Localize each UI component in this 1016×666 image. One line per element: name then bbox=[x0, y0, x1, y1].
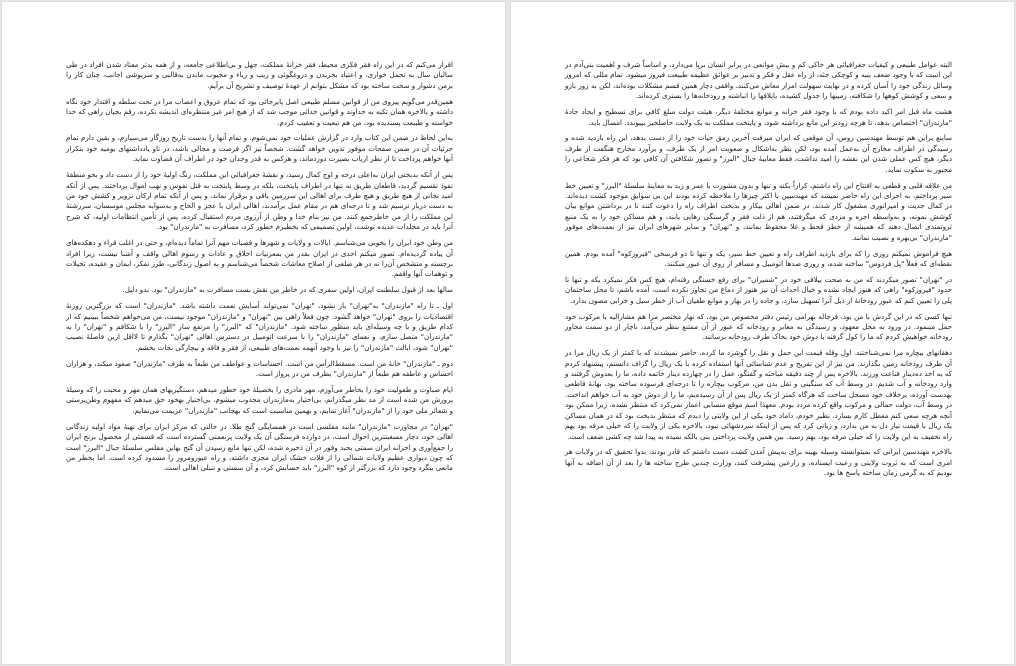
text-column bbox=[66, 60, 453, 644]
paragraph: اقرار می‌کنم که در این راه فقر فکری محیط، فقر خزانهٔ مملکت، جهل و بی‌اطلاعی جامعه، و از همه بدتر معتاد شدن افراد در طی سالیان سال به تحمل خواری، و اعتیاد بخزیدن و دروغگوئی و ریب و ریاء و مجبوب ماندن به‌قالبی و سرپوشی اجانب، چنان کار را برمن دشوار و سخت ساخته بود که مشکل بتوانم از عهدهٔ توصیف و تشریح آن برآیم. bbox=[66, 60, 453, 90]
page-left bbox=[2, 2, 505, 664]
page-right bbox=[511, 2, 1014, 664]
paragraph: دوم ـ "مازندران" خانهٔ من است. مسقط‌الرأس من است. احساسات و عواطف من طبعاً به طرف "مازندران" صعود میکند، و هزاران احساس و عاطفه هم طبعاً از "مازندران" بطرف من در پرواز است. bbox=[66, 358, 453, 379]
paragraph: به‌این لحاظ در ضمن این کتاب وارد در گزارش عملیات خود نمی‌شوم، و تمام آنها را بدست تاریخ روزگار می‌سپارم، و یقین دارم تمام جزئیات آن در ضمن صفحات موفور تدوین خواهد گشت. شخصاً نیز اگر فرصت و مجالی باشد، در تاو یادداشتهای یومیه خود بتکرار آنها خواهم پرداخت تا از نظر ارباب بصیرت دوردماند، و هرکس به قدر وجدان خود در اطراف آن قضاوت نماید. bbox=[66, 133, 453, 164]
paragraph: تنها کسی که در این گردش با من بود، فرجاله بهرامی رئیس دفتر مخصوص من بود، که نهار مختصر مرا هم مشارالیه با مرکوب خود حمل مینمود. در ورود به محل معهود، و رسیدگی به معابر و رودخانه که عبور از آن ممتنع بنظر می‌آمد، ناچار از دو سمت مجاور رودخانه خواهیش کردم که ما را کول گرفته با دوش خود بخاک طرف رودخانه برسانند. bbox=[565, 311, 952, 342]
paragraph: در "تهران" تصور میکردند که من به صحت بیلاقی خود در "شمیران" برای رفع خستگی رفته‌ام، هیچ کس فکر نمیکرد یکه و تنها تا حدود "فیروزکوه" راهی که هنوز ایجاد نشده و خیال احداث آن نیز هنوز از دماغ من تجاوز نکرده است، آمده باشم، تا محل ساختمان پلی را تعیین کنم که عبور رودخانهٔ از ذیل آنرا تسهیل سازد، و جاده را در بهار و موانع طغیان آب از خطر سیل و خرابی مصون بدارد. bbox=[565, 274, 952, 305]
paragraph: اول ـ تا راه "مازندران" به"تهران" باز نشود، "تهران" نمی‌تواند آسایش نعمت داشته باشد. "مازندران" است که بزرگترین روزنهٔ اقتصادیات را بروی "تهران" خواهد گشود. چون فعلاً راهی بین "تهران" و "مازندران" موجود نیست، من می‌خواهم شخصاً ببینیم که از کدام طریق و با چه وسیله‌ای باید منظور ساخته شود. "مازندران" که "البرز" را مرتفع ساز "البرز" را با شکافم و "تهران" را به "مازندران" متصل سازم، و نعمای "مازندران" را با سرعت اتومبیل در دسترس اهالی "تهران" بگذارم تا لااقل ازین فاصلهٔ نصیب "تهران" شود، ایالت "مازندران" را نیز با وجود آنهمه نعمت‌های طبیعی، از فقر و فاقه و بیچارگی نجات بخشم. bbox=[66, 301, 453, 352]
paragraph: دهقانهای بیچاره مرا نمی‌شناختند. اول وقله قیمت این حمل و نقل را گوشزد ما کرده، حاضر نمیشدند که با کمتر از یک ریال مرا در آن طرف رودخانه زمین بگذارند. من نیز از این تفریح و عدم شناسائی آنها استفاده کرده با یک ریال را گزاف دانستم، پیشنهاد کردم که به اخذ ده‌دینار قناعت ورزند. بالاخره پس از چند دقیقه مباحثه و گفتگو، عمل را در چهارده دینار خاتمه داده، ما را بعدوش گرفتند و وارد رودخانه و آب شدیم. در وسط آب که سنگینی و ثقل بدن من، مرکوب بیچاره را تا درجه‌ای فرسوده ساخته بود، بهانهٔ قاطعی بهدست آورده، برخلاف خود مسجل ساخت که هرگاه کمتر از یک ریال پس از آن رسیده‌یم، ما را از دوش خود به آب خواهم انداخت. در وسط آب، دولت حمالی و مرکوب واقع کرده مردد بودم. معهذا اسم موقع منسابی اعمار نمی‌کرد که منتظر نشده، زیرا ممکن بود آنچه هرچه سعی کنم معطل کارم بسازد. نظیر خودم، داماد خود یکی از این ولایتی را دیدم که منتظر بدبخت بود که در همان مساکن یک ریال با قیمت نیاز دل به من بدارد، و زبانی کرد که پس از اینکه سردشهائی نبود، بالاخره یکی از ولایت را که خیلی مرفه بود بهم راه تخفیف به این ولایت را که خیلی مرفه بود، بهم رسید. بین همین ولایت پرداختی بنی بالکه نمیده به پیدا شد چه کشی ضعف است. bbox=[565, 348, 952, 441]
paragraph: پس از آنکه بدبختی ایران به‌اعلی درجه و اوج کمال رسید، و نقشهٔ جغرافیائی این مملکت، زنگ اولیهٔ خود را از دست داد و بخو منطقهٔ نفوذ تقسیم گردید، قاطعان طریق نه تنها در اطراف پایتخت، بلکه در وسط پایتخت به قتل نفوس و نهب اموال پرداختند. پس از آنکه امید نجاتی از هیچ طریق و هیچ طرف برای اهالی این سرزمین باقی و برقرار نماند، و پس از آنکه تمام ارکان تزویر و کشش خود من به دست دربار ترسیم شد و تا درجه‌ای هم در مقام عمل برآمدند، اهالی ایران با عجز و الحاح و به‌سوابه مجلس موسسان، سررشتهٔ این مملکت را از من خاطرجمع کنند. من نیز بنام خدا و وطن از آرزوی مردم استقبال کرده، پس از تأمین انتظامات اولیه، که شرح آنرا باید در مجلدات عدیده نوشت، اولین تصمیمی که بخطیرم خطور کرد، مسافرت به "مازندران" بود. bbox=[66, 170, 453, 232]
paragraph: همین‌قدر می‌گویم پیروی من از قوانین مسلم طبیعی اصل پایرجائی بود که تمام عروق و اعصاب مرا در تحت سلطه و اقتدار خود نگاه داشته و بالاخره همان تکیه به خداوند و قوانین خدائی موجب شد که از هیچ امر غیر منتظره‌ای اندیشه نکرده، رقم بخیان راهی که خدا خواسته و طبیعت پسندیده بود، من هم تبعیت و تعقیب کردم. bbox=[66, 96, 453, 127]
paragraph: البته عوامل طبیعی و کیفیات جغرافیائی هر خاکی کم و بیش موانعی در برابر انسان برپا می‌دارد، و اساساً شرف و اهمیت بنی‌آدم در این است که با وجود ضعف بنیه و کوچکی جثه، از راه عقل و فکر و تدبیر بر عوائق عظیمه طبیعت فیروز میشود. تمام مللی که امروز وسائل زندگی خود را آسان کرده و در نهایت سهولت امرار معاش می‌کنند، واقفی دچار همین قسم مشکلات بوده‌اند، لکن به زور بازو و سعی و کوشش کوهها را شکافته، زمینها را جدول کشیده، باتلاقها را انباشته و رودخانه‌ها را بستری کرده‌اند. bbox=[565, 60, 952, 101]
paragraph: ساینع براین هم توسط مهندسین روس، آن موقعی که ایران میرفت آخرین رمق حیات خود را از دست بدهد، این راه بازدید شده و رسیدگی در اطراف مخارج آن به‌عمل آمده بود، لکن نظر به‌اشکال و صعوبت امر از یک طرف، و برآورد مخارج هنگفت از طرف دیگر، هیچ کس عملی شدن این نقشه را امید نداشت، فقط معایبهٔ جبال "البرز" و تصور شکافتن آن کافی بود که هر فکر شجاعی را مجبور به سکوت نماید. bbox=[565, 133, 952, 174]
paragraph: سالها بعد از قبول سلطنت ایران، اولین سفری که در خاطر من نقش بست مسافرت به "مازندران" بود. بدو دلیل. bbox=[122, 285, 453, 295]
paragraph: "تهران" در مجاورت "مازندران" مانند مفلسی است در همسایگی گنج طلا. در حالتی که مرکز ایران برای تهیهٔ مواد اولیه زندگانی اهالی خود، دچار مسغبتترین احوال است، در دوازده فرسنگی آن یک ولایت پرنعمتی گسترده است که قسمتی از محصول برنج ایران را جمع‌آوری و اخزانه ایران سمتی بحبد وفور در آن ذخیره شده، لکن تنها مانع رسیدن آن گنج بهاین مفلس سلسلهٔ جبال "البرز" است که چون دیواری عظیم ولایات شمالی را از فلات خشک ایران مجزی داشته، و راه عبورومرور را مسدود کرده است. اما بخطر من مانعی بنگرد وجود دارد که بزرگتر از کوه "البرز" باید حسابش کرد، و آن سستی و تنبلی اهالی است. bbox=[66, 421, 453, 473]
paragraph: هشت ماه قبل امر اکید داده بودم که با وجود فقر خزانه و موانع مختلفهٔ دیگر، هیئت دولت مبلغ کافی برای تسطیح و ایجاد جادهٔ "مازندران" اختصاص بدهد، تا هرچه زودتر این مانع برداشته شود، و پایتخت مملکت به یک ولایت حاصلخیز بپیوندد. امسال باید. bbox=[565, 107, 952, 127]
paragraph: من علاقه قلبی و قطعی به افتتاح این راه داشتم، کراراً بکنه و تنها و بدون مشورت با عمر و زید به معاینهٔ سلسلهٔ "البرز" و تعیین خط سیر پرداختم، به اجرای این راه حاضر نمیشد که مهندسین با اکثر چیزها را ملاحظه کرده بودند این بی سوابق موجود کشت دیده‌اند. در کمال جدیت و امپراتوری مشغول کار شدند. در ضمن اهالی بیکار و بدبخت اطراف راه را دعوت کنند تا در برداشتن موانع بیان کوشش نمونه، و به‌واسطه اجره و مزدی که میگرفتند، هم از ذلت فقر و گرسنگی رهایی یابند، و هم مساکن خود را به یک منبع ثروتمندی اتصال دهند که همیشه از خطر قحط و غلا محفوظ بمانند، و "تهران" و سایر شهرهای ایران نیز از نعمت‌های موفور "مازندران" بی‌بهره و نصیب نمانند. bbox=[565, 180, 952, 242]
paragraph: بالاخره مهندسین ایرانی که نمیتوانسته وسیله بهینه برای به‌پیش آمدن کشت دست داشتم که قادر بودند، بدوا تحقیق که در ولایات هر امری است که به ثروت ولایتی و رعیت ایستاده، و زارعین پیشرفت کنند، وزارت چندین طرح ساخته ها را بعد از آن اضافه به آنها بودیم که به گرمی زمان ساخته پاسخ ها بود. bbox=[565, 447, 952, 478]
paragraph: هیچ فراموش نمیکنم روزی را که برای بازدید اطراف راه و تعیین خط سیر، یکه و تنها تا دو فرسخی "فیروزکوه" آمده بودم. همین نقطه‌ای که فعلاً "پل فردوس" ساخته شده، و روزی صدها اتومبیل و مسافر از روی آن عبور میکنند. bbox=[565, 248, 952, 268]
text-column bbox=[565, 60, 952, 644]
paragraph: من وطن خود ایران را بخوبی می‌شناسم. ایالات و ولایات و شهرها و قصبات مهم آنرا تماماً دیده‌ام، و حتی در اغلب قراء و دهکده‌های آن پیاده گردیده‌ام. تصور میکنم احدی در ایران بقدر من بمعزنیات اخلاق و عادات و رسوم اهالی واقف و آشنا نیست، زیرا افراد برجسته و متشخص آن‌را نه در هر ضلعی از اصلاح معاشات شخصاً می‌شناسم و به اصول زندگانی، طرز تفکر، ایمان و عقیده، تخیلات و توهمات آنها واقفم. bbox=[66, 238, 453, 279]
paragraph: ایام صباوت و طفولیت خود را بخاطر می‌آورم، مهر مادری را بخصیلهٔ خود خطور میدهم، دستگیریهای همان مهر و محبت را که وسیلهٔ پرورش من شده است از مد نظر میگذرانم، بی‌اختیار به‌مازندران مجذوب میشوم. بی‌اختیار بهخود حق میدهم که مفهوم وطن‌پرستی و شعائر ملی خود را از "مازندران" آغاز نمایم، و بهمین مناسبت است که بهجانب "مازندران" عزیمت می‌نمایم. bbox=[66, 384, 453, 415]
